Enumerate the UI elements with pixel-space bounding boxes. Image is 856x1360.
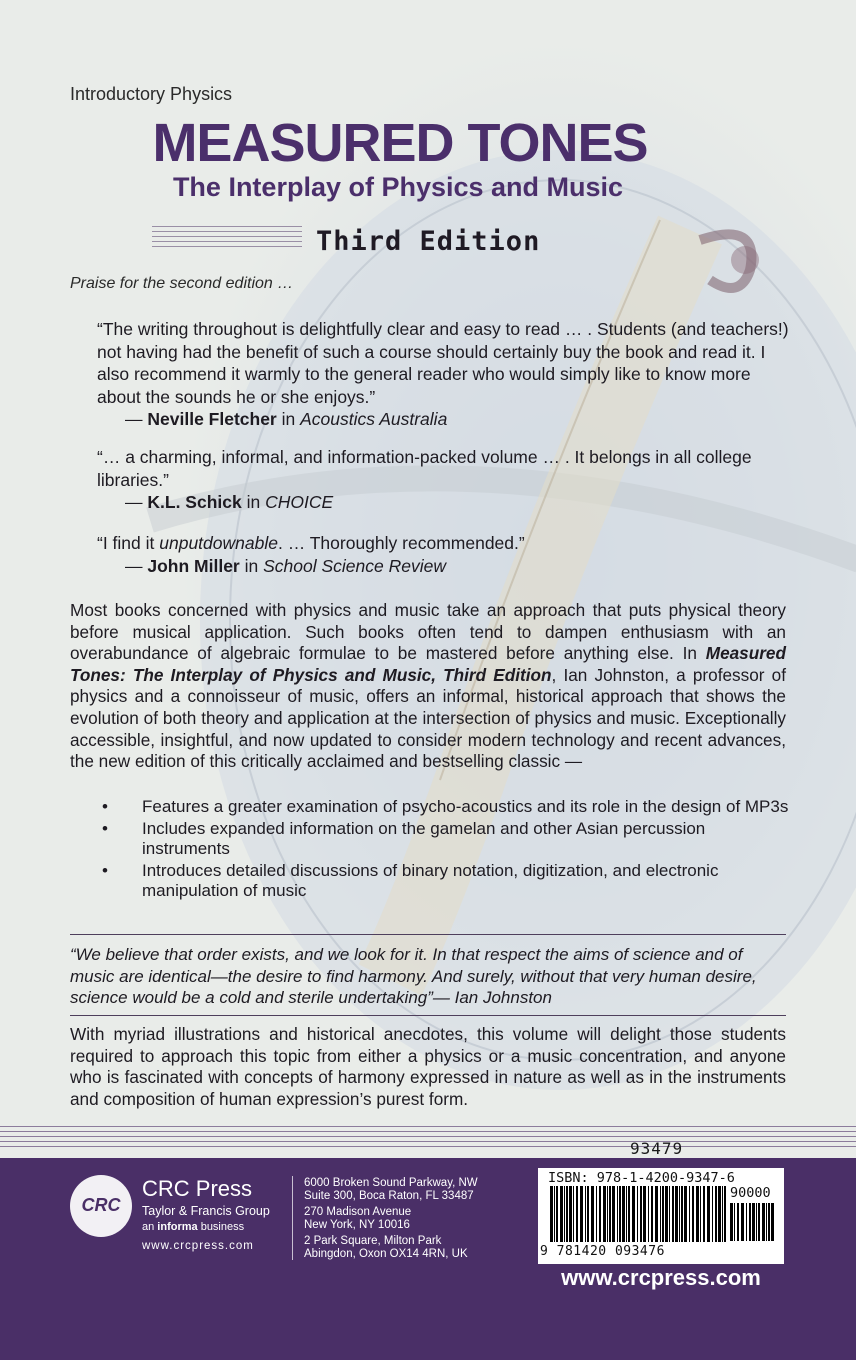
barcode-bar: [675, 1186, 678, 1242]
ean-number: 9 781420 093476: [540, 1244, 665, 1259]
barcode-bar: [707, 1186, 710, 1242]
publisher-group: Taylor & Francis Group: [142, 1204, 270, 1218]
review-text: “… a charming, informal, and information-packed volume … . It belongs in all college libraries.”: [97, 447, 752, 490]
review-quote-3: [97, 532, 797, 577]
barcode-bar: [554, 1186, 555, 1242]
barcode-bar: [655, 1186, 658, 1242]
decorative-stripes: [0, 1126, 856, 1151]
address-uk: 2 Park Square, Milton Park Abingdon, Oxon OX14 4RN, UK: [304, 1235, 468, 1260]
barcode-bar: [703, 1186, 705, 1242]
barcode-bar: [569, 1186, 572, 1242]
barcode-bar: [632, 1186, 635, 1242]
barcode-bar: [771, 1203, 774, 1241]
price-code: 90000: [730, 1185, 771, 1201]
barcode-bar: [700, 1186, 701, 1242]
address-new-york: 270 Madison Avenue New York, NY 10016: [304, 1206, 412, 1231]
barcode-bar: [734, 1203, 735, 1241]
barcode-bar: [669, 1186, 670, 1242]
barcode-bar: [749, 1203, 751, 1241]
barcode-bar: [628, 1186, 630, 1242]
review-source: CHOICE: [265, 492, 334, 512]
barcode-bar: [730, 1203, 733, 1241]
review-quote-1: [97, 318, 797, 431]
isbn-text: ISBN: 978-1-4200-9347-6: [548, 1170, 735, 1186]
barcode-bar: [640, 1186, 642, 1242]
book-description: Most books concerned with physics and music take an approach that puts physical theory before musical application. Such books often tend to dampen enthusiasm with an overabundance of algebraic formulae to be mastered before anything else. In Measured Tones: The Interplay of Physics and Music, Third Edition, Ian Johnston, a professor of physics and a connoisseur of music, offers an informal, historical approach that shows the evolution of both theory and application at the intersection of physics and music. Exceptionally accessible, insightful, and now updated to consider modern technology and recent advances, the new edition of this critically acclaimed and bestselling classic —: [70, 600, 786, 772]
barcode-bar: [585, 1186, 586, 1242]
barcode-bar: [722, 1186, 723, 1242]
barcode-bar: [712, 1186, 713, 1242]
barcode-bar: [692, 1186, 694, 1242]
barcode-bar: [665, 1186, 668, 1242]
barcode-bar: [607, 1186, 608, 1242]
barcode-bar: [681, 1186, 683, 1242]
barcode-bar: [766, 1203, 767, 1241]
book-title-inline: Measured Tones: The Interplay of Physics and Music, Third Edition: [70, 643, 786, 685]
barcode-bar: [762, 1203, 765, 1241]
barcode-bar: [672, 1186, 674, 1242]
address-florida: 6000 Broken Sound Parkway, NW Suite 300, Boca Raton, FL 33487: [304, 1177, 478, 1202]
barcode-bar: [643, 1186, 646, 1242]
review-text: “The writing throughout is delightfully clear and easy to read … . Students (and teachers!) not having had the benefit of such a course should certainly buy the book and read it. I also recommend it warmly to the general reader who would simply like to know more about the sounds he or she enjoys.”: [97, 319, 789, 407]
feature-list: [102, 797, 792, 903]
feature-item: • Introduces detailed discussions of binary notation, digitization, and electronic manipulation of music: [102, 861, 792, 902]
catalog-number: 93479: [630, 1139, 684, 1158]
reviewer-name: Neville Fletcher: [147, 409, 277, 429]
barcode-bar: [603, 1186, 606, 1242]
barcode-bar: [724, 1186, 726, 1242]
barcode-bar: [758, 1203, 760, 1241]
barcode-bar: [679, 1186, 680, 1242]
barcode-bar: [689, 1186, 690, 1242]
barcode-bar: [746, 1203, 747, 1241]
review-quote-2: [97, 446, 797, 514]
divider-top: [70, 934, 786, 935]
review-attribution: — Neville Fletcher in Acoustics Australia: [125, 409, 448, 429]
barcode-bar: [637, 1186, 638, 1242]
divider-bottom: [70, 1015, 786, 1016]
barcode-bar: [662, 1186, 664, 1242]
barcode-bar: [737, 1203, 739, 1241]
barcode-bar: [696, 1186, 699, 1242]
reviewer-name: John Miller: [147, 555, 240, 576]
book-subtitle: The Interplay of Physics and Music: [172, 172, 624, 202]
price-barcode: [728, 1203, 778, 1243]
review-source: School Science Review: [263, 555, 446, 576]
isbn-barcode: [548, 1186, 728, 1244]
barcode-bar: [580, 1186, 583, 1242]
barcode-bar: [596, 1186, 597, 1242]
barcode-bar: [756, 1203, 757, 1241]
footer-divider: [292, 1176, 293, 1260]
barcode-bar: [684, 1186, 687, 1242]
review-attribution: — K.L. Schick in CHOICE: [125, 492, 334, 512]
barcode-bar: [609, 1186, 611, 1242]
tuning-peg: [731, 246, 759, 274]
praise-intro: Praise for the second edition …: [70, 275, 294, 292]
barcode-bar: [648, 1186, 649, 1242]
author-quote: “We believe that order exists, and we look for it. In that respect the aims of science and of music are identical—the desire to find harmony. And surely, without that very human desire, science would be a cold and sterile undertaking”— Ian Johnston: [70, 945, 757, 1007]
review-text: “I find it unputdownable. … Thoroughly recommended.”: [97, 533, 525, 553]
barcode-bar: [715, 1186, 717, 1242]
barcode-bar: [550, 1186, 553, 1242]
barcode-bar: [626, 1186, 627, 1242]
barcode-bar: [556, 1186, 558, 1242]
barcode-bar: [741, 1203, 744, 1241]
edition-label: Third Edition: [316, 226, 541, 257]
barcode-bar: [768, 1203, 770, 1241]
series-label: Introductory Physics: [70, 84, 233, 104]
barcode-bar: [752, 1203, 755, 1241]
feature-item: • Features a greater examination of psycho-acoustics and its role in the design of MP3s: [102, 797, 792, 818]
barcode-bar: [566, 1186, 568, 1242]
barcode-bar: [599, 1186, 601, 1242]
review-source: Acoustics Australia: [300, 409, 448, 429]
website-link[interactable]: www.crcpress.com: [561, 1265, 761, 1290]
publisher-business: an informa business: [142, 1221, 245, 1233]
review-attribution: — John Miller in School Science Review: [125, 555, 446, 576]
publisher-name: CRC Press: [142, 1176, 253, 1201]
music-staff-lines: [152, 226, 302, 251]
closing-paragraph: With myriad illustrations and historical anecdotes, this volume will delight those students required to approach this topic from either a physics or a music concentration, and anyone who is fascinated with concepts of harmony expressed in nature as well as in the instruments and composition of human expression’s purest form.: [70, 1024, 786, 1109]
barcode-bar: [718, 1186, 721, 1242]
barcode-bar: [591, 1186, 594, 1242]
barcode-bar: [612, 1186, 615, 1242]
barcode-bar: [660, 1186, 661, 1242]
barcode-bar: [576, 1186, 578, 1242]
barcode-bar: [622, 1186, 625, 1242]
barcode-bar: [573, 1186, 574, 1242]
publisher-website-link[interactable]: www.crcpress.com: [142, 1240, 254, 1252]
barcode-bar: [564, 1186, 565, 1242]
book-title: MEASURED TONES: [152, 113, 648, 173]
barcode-bar: [617, 1186, 618, 1242]
barcode-bar: [587, 1186, 589, 1242]
barcode-bar: [560, 1186, 563, 1242]
barcode-bar: [619, 1186, 621, 1242]
feature-item: • Includes expanded information on the gamelan and other Asian percussion instruments: [102, 819, 792, 860]
reviewer-name: K.L. Schick: [147, 492, 242, 512]
crc-logo-text: CRC: [81, 1195, 121, 1215]
barcode-bar: [651, 1186, 653, 1242]
